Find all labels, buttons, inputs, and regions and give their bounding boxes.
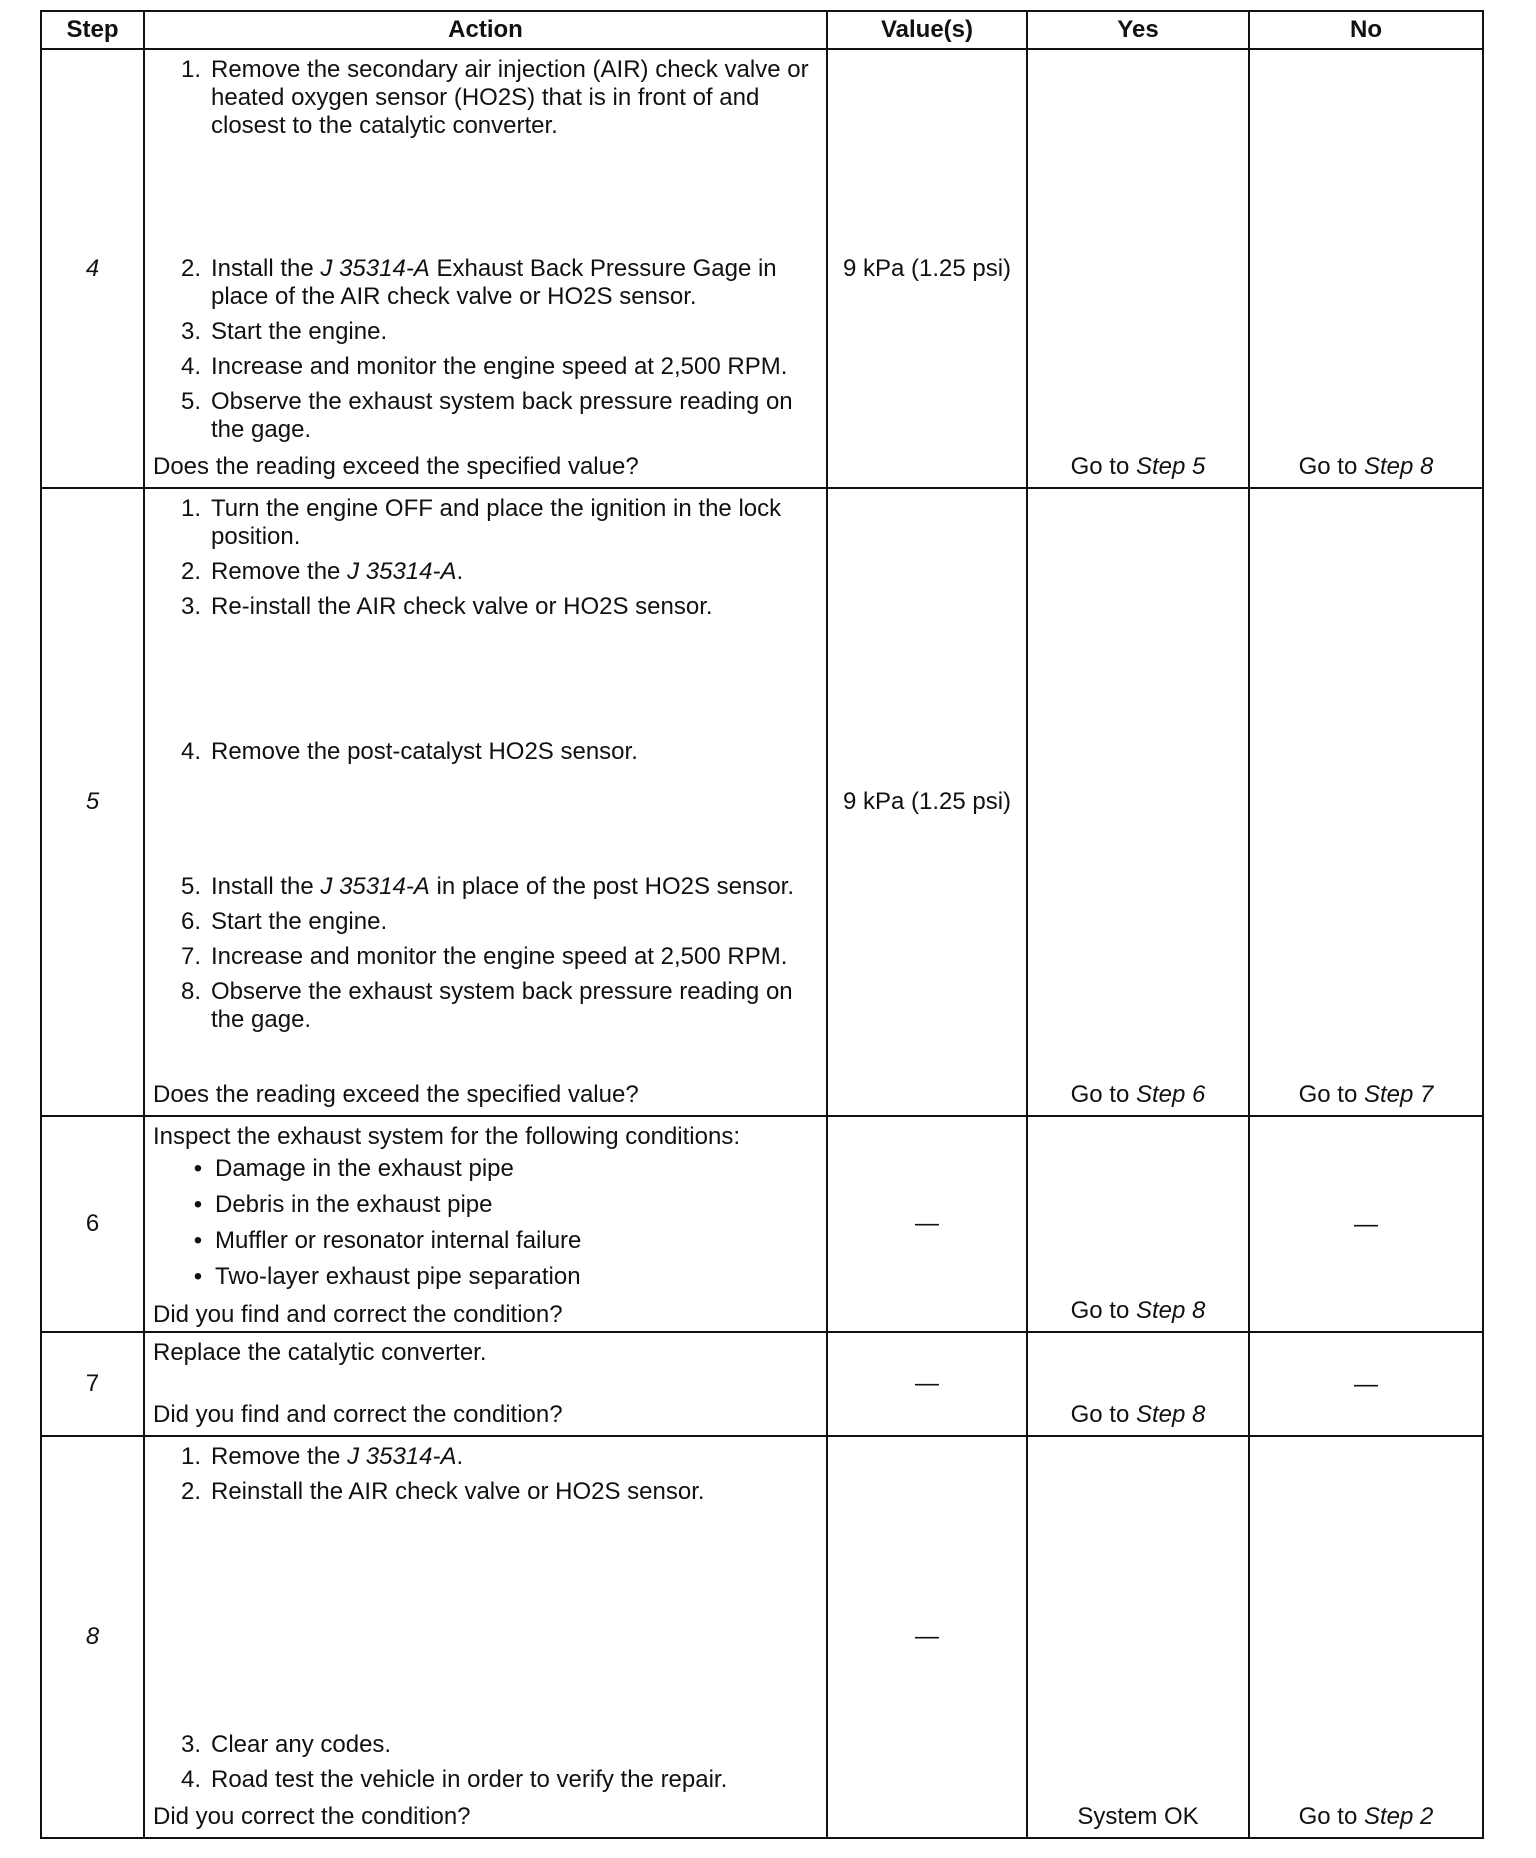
table-row-step-7	[41, 1332, 1483, 1436]
list-item: 3. Re-install the AIR check valve or HO2S sensor.	[180, 593, 713, 620]
list-item: • Two-layer exhaust pipe separation	[193, 1263, 581, 1290]
question-text: Does the reading exceed the specified value?	[153, 453, 639, 480]
list-item: 3. Start the engine.	[180, 318, 388, 345]
table-row-step-6	[41, 1116, 1483, 1332]
list-item: 2. Install the J 35314-A Exhaust Back Pressure Gage in place of the AIR check valve or HO2S sensor.	[180, 255, 777, 310]
step-list	[153, 1443, 820, 1513]
step-number: 8	[41, 1436, 144, 1838]
action-cell	[144, 1116, 827, 1332]
step-number: 4	[41, 49, 144, 488]
table-row-step-8	[41, 1436, 1483, 1838]
action-cell	[144, 1436, 827, 1838]
yes-cell: Go to Step 8	[1027, 1332, 1249, 1436]
tool-reference: J 35314-A	[347, 558, 457, 585]
table-row-step-4	[41, 49, 1483, 488]
header-no: No	[1249, 11, 1483, 49]
list-item: 7. Increase and monitor the engine speed at 2,500 RPM.	[180, 943, 788, 970]
list-item: • Damage in the exhaust pipe	[193, 1155, 514, 1182]
list-item: 1. Turn the engine OFF and place the ignition in the lock position.	[180, 495, 782, 550]
list-item: 4. Road test the vehicle in order to verify the repair.	[180, 1766, 728, 1793]
table-row-step-5	[41, 488, 1483, 1116]
yes-cell: Go to Step 6	[1027, 488, 1249, 1116]
diagnostic-table	[40, 10, 1484, 1839]
step-list	[153, 495, 820, 628]
list-item: 5. Install the J 35314-A in place of the post HO2S sensor.	[180, 873, 795, 900]
value-cell: 9 kPa (1.25 psi)	[827, 488, 1027, 1116]
step-list	[153, 255, 820, 451]
list-item: 4. Remove the post-catalyst HO2S sensor.	[180, 738, 638, 765]
value-cell: 9 kPa (1.25 psi)	[827, 49, 1027, 488]
header-yes: Yes	[1027, 11, 1249, 49]
condition-list	[153, 1155, 820, 1299]
list-item: 6. Start the engine.	[180, 908, 388, 935]
tool-reference: J 35314-A	[320, 255, 430, 282]
action-intro: Inspect the exhaust system for the following conditions:	[153, 1123, 740, 1150]
step-list	[153, 1731, 820, 1801]
list-item: 1. Remove the secondary air injection (AIR) check valve or heated oxygen sensor (HO2S) that is in front of and closest to the catalytic converter.	[180, 56, 809, 139]
yes-cell: System OK	[1027, 1436, 1249, 1838]
list-item: • Debris in the exhaust pipe	[193, 1191, 493, 1218]
step-list	[153, 738, 820, 773]
tool-reference: J 35314-A	[347, 1443, 457, 1470]
header-row	[41, 11, 1483, 49]
action-cell	[144, 49, 827, 488]
list-item: 2. Reinstall the AIR check valve or HO2S sensor.	[180, 1478, 705, 1505]
question-text: Did you find and correct the condition?	[153, 1401, 563, 1428]
list-item: • Muffler or resonator internal failure	[193, 1227, 582, 1254]
action-cell	[144, 488, 827, 1116]
value-cell: —	[827, 1436, 1027, 1838]
question-text: Did you correct the condition?	[153, 1803, 471, 1830]
value-cell: —	[827, 1332, 1027, 1436]
header-action: Action	[144, 11, 827, 49]
no-cell: Go to Step 8	[1249, 49, 1483, 488]
list-item: 1. Remove the J 35314-A.	[180, 1443, 464, 1470]
header-step: Step	[41, 11, 144, 49]
step-list	[153, 56, 820, 147]
list-item: 4. Increase and monitor the engine speed at 2,500 RPM.	[180, 353, 788, 380]
tool-reference: J 35314-A	[320, 873, 430, 900]
list-item: 8. Observe the exhaust system back pressure reading on the gage.	[180, 978, 793, 1033]
step-number: 6	[41, 1116, 144, 1332]
no-cell: Go to Step 7	[1249, 488, 1483, 1116]
list-item: 5. Observe the exhaust system back pressure reading on the gage.	[180, 388, 793, 443]
action-cell	[144, 1332, 827, 1436]
yes-cell: Go to Step 8	[1027, 1116, 1249, 1332]
list-item: 2. Remove the J 35314-A.	[180, 558, 464, 585]
step-number: 7	[41, 1332, 144, 1436]
action-intro: Replace the catalytic converter.	[153, 1339, 487, 1366]
no-cell: —	[1249, 1116, 1483, 1332]
question-text: Does the reading exceed the specified value?	[153, 1081, 639, 1108]
list-item: 3. Clear any codes.	[180, 1731, 392, 1758]
step-number: 5	[41, 488, 144, 1116]
yes-cell: Go to Step 5	[1027, 49, 1249, 488]
no-cell: —	[1249, 1332, 1483, 1436]
header-value: Value(s)	[827, 11, 1027, 49]
value-cell: —	[827, 1116, 1027, 1332]
no-cell: Go to Step 2	[1249, 1436, 1483, 1838]
question-text: Did you find and correct the condition?	[153, 1301, 563, 1328]
step-list	[153, 873, 820, 1041]
